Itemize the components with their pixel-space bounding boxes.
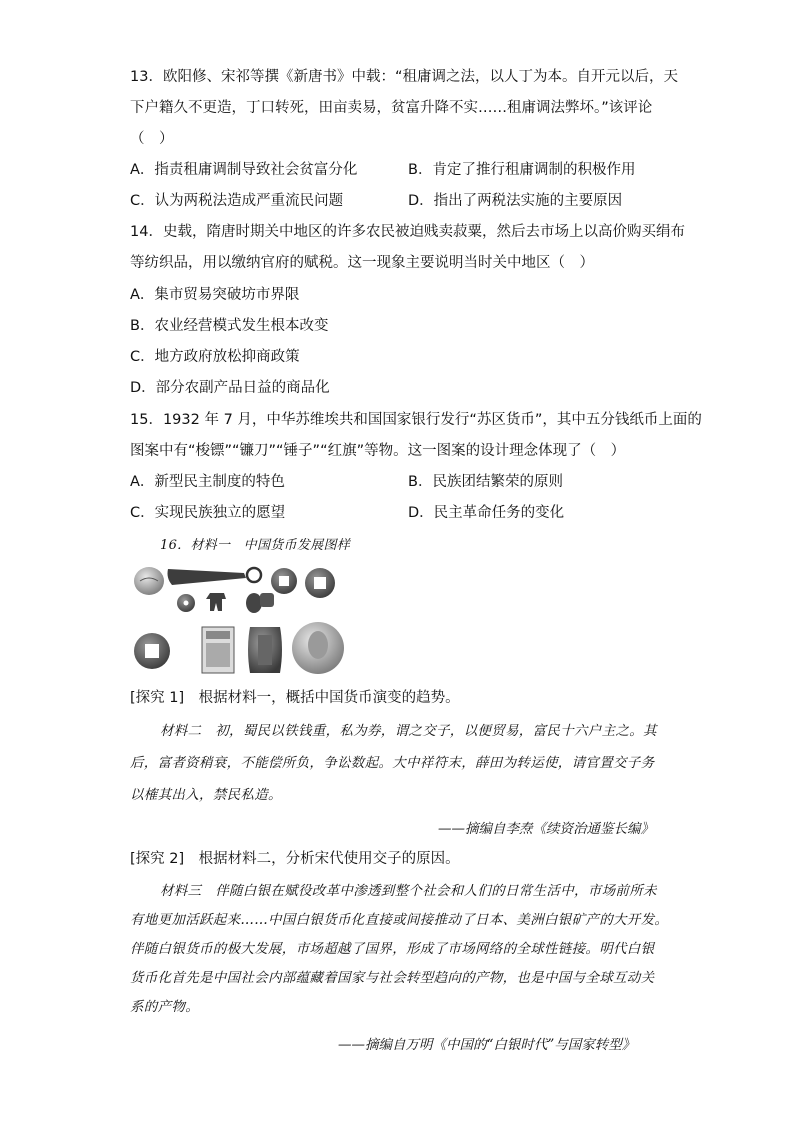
q13-option-b[interactable]: B．肯定了推行租庸调制的积极作用 bbox=[408, 162, 636, 178]
q13-option-c[interactable]: C．认为两税法造成严重流民问题 bbox=[130, 193, 344, 209]
q13-stem-line-2: 下户籍久不更造，丁口转死，田亩卖易，贫富升降不实……租庸调法弊坏。”该评论 bbox=[130, 100, 653, 116]
ant-nose-coin-icon bbox=[246, 593, 262, 613]
q16-material-3-line-1: 材料三 伴随白银在赋役改革中渗透到整个社会和人们的日常生活中，市场前所未 bbox=[160, 883, 657, 899]
q13-stem-line-1: 13．欧阳修、宋祁等撰《新唐书》中载：“租庸调之法，以人丁为本。自开元以后，天 bbox=[130, 69, 678, 85]
q13-answer-paren: （ ） bbox=[130, 131, 174, 147]
q14-stem-line-1: 14．史载，隋唐时期关中地区的许多农民被迫贱卖菽粟，然后去市场上以高价购买绢布 bbox=[130, 224, 685, 240]
knife-currency-icon bbox=[168, 569, 247, 585]
q13-option-a[interactable]: A．指责租庸调制导致社会贫富分化 bbox=[130, 162, 358, 178]
q14-option-d[interactable]: D．部分农副产品日益的商品化 bbox=[130, 380, 330, 396]
q16-material-1-title: 16．材料一 中国货币发展图样 bbox=[160, 538, 351, 553]
q14-option-c[interactable]: C．地方政府放松抑商政策 bbox=[130, 349, 300, 365]
shell-currency-icon bbox=[134, 567, 164, 595]
q16-material-3-source: ——摘编自万明《中国的“白银时代”与国家转型》 bbox=[338, 1037, 636, 1053]
q15-option-d[interactable]: D．民主革命任务的变化 bbox=[408, 505, 565, 521]
q16-explore-2: [探究 2] 根据材料二，分析宋代使用交子的原因。 bbox=[130, 851, 460, 867]
q14-option-b[interactable]: B．农业经营模式发生根本改变 bbox=[130, 318, 329, 334]
q15-stem-line-2: 图案中有“梭镖”“镰刀”“锤子”“红旗”等物。这一图案的设计理念体现了（ ） bbox=[130, 443, 626, 459]
q15-option-c[interactable]: C．实现民族独立的愿望 bbox=[130, 505, 286, 521]
q16-material-2-line-1: 材料二 初，蜀民以铁钱重，私为券，谓之交子，以便贸易，富民十六户主之。其 bbox=[160, 723, 657, 739]
q16-material-3-line-5: 系的产物。 bbox=[130, 999, 199, 1015]
q15-option-b[interactable]: B．民族团结繁荣的原则 bbox=[408, 474, 563, 490]
q16-explore-1: [探究 1] 根据材料一，概括中国货币演变的趋势。 bbox=[130, 690, 460, 706]
q15-option-a[interactable]: A．新型民主制度的特色 bbox=[130, 474, 285, 490]
q14-option-a[interactable]: A．集市贸易突破坊市界限 bbox=[130, 287, 300, 303]
spade-coin-icon bbox=[206, 593, 226, 611]
q16-material-2-source: ——摘编自李焘《续资治通鉴长编》 bbox=[438, 821, 654, 837]
q15-stem-line-1: 15．1932 年 7 月，中华苏维埃共和国国家银行发行“苏区货币”，其中五分钱纸币上面的 bbox=[130, 412, 702, 428]
q16-material-2-line-3: 以榷其出入，禁民私造。 bbox=[130, 787, 282, 803]
q16-material-3-line-2: 有地更加活跃起来……中国白银货币化直接或间接推动了日本、美洲白银矿产的大开发。 bbox=[130, 912, 669, 928]
q13-option-d[interactable]: D．指出了两税法实施的主要原因 bbox=[408, 193, 623, 209]
currency-development-image bbox=[132, 563, 358, 677]
q14-stem-line-2: 等纺织品，用以缴纳官府的赋税。这一现象主要说明当时关中地区（ ） bbox=[130, 255, 594, 271]
q16-material-3-line-3: 伴随白银货币的极大发展，市场超越了国界，形成了市场网络的全球性链接。明代白银 bbox=[130, 941, 655, 957]
q16-material-2-line-2: 后，富者资稍衰，不能偿所负，争讼数起。大中祥符末，薛田为转运使，请官置交子务 bbox=[130, 755, 655, 771]
q16-material-3-line-4: 货币化首先是中国社会内部蕴藏着国家与社会转型趋向的产物，也是中国与全球互动关 bbox=[130, 970, 655, 986]
